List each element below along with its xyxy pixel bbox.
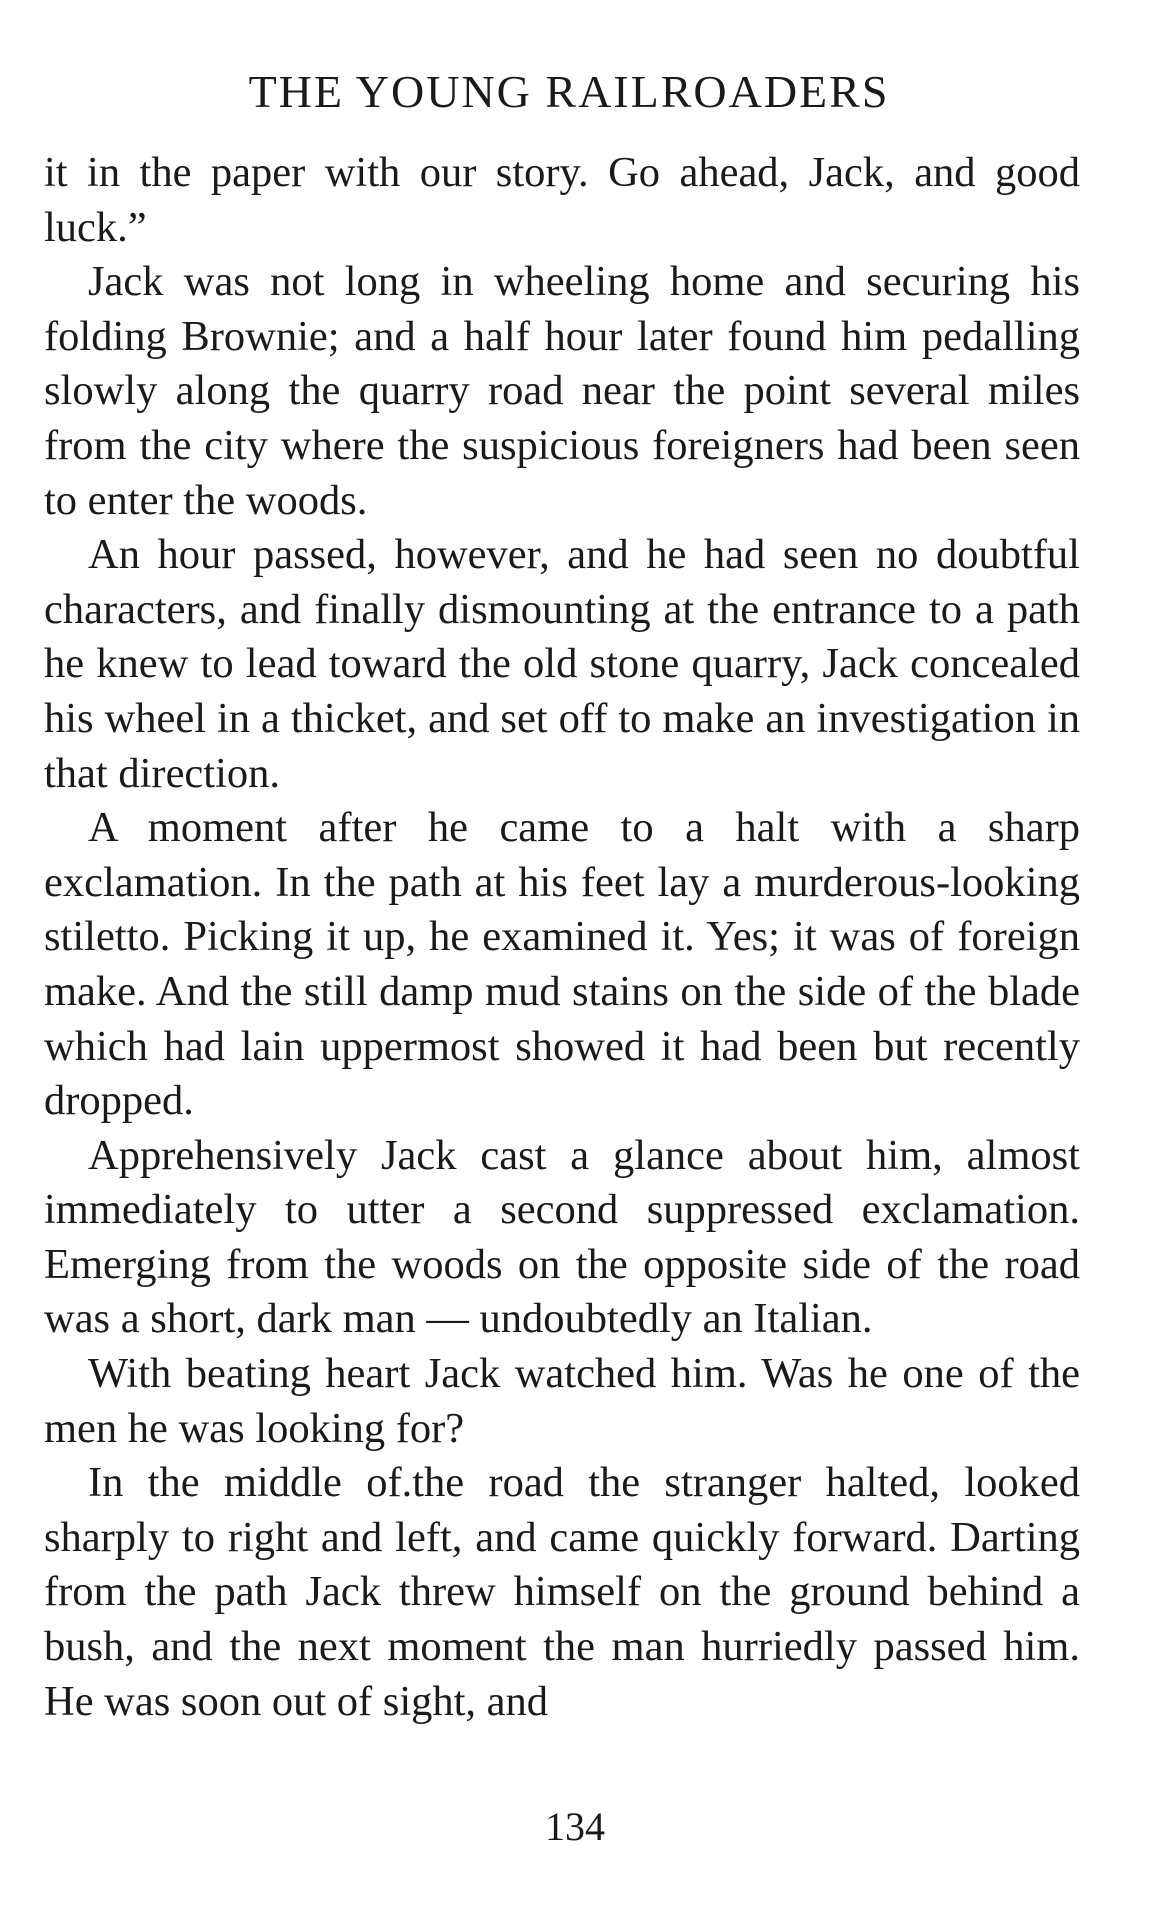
paragraph: With beating heart Jack watched him. Was he one of the men he was looking for?	[44, 1350, 1080, 1452]
body-text	[44, 146, 1080, 1729]
page-number: 134	[545, 1804, 605, 1849]
paragraph: A moment after he came to a halt with a sharp exclamation. In the path at his feet lay a murderous-looking stiletto. Picking it up, he examined it. Yes; it was of foreign make. And the still damp mud stains on the side of the blade which had lain uppermost showed it had been but recently dropped.	[44, 804, 1080, 1125]
paragraph: Apprehensively Jack cast a glance about him, almost immediately to utter a second suppressed exclamation. Emerging from the woods on the opposite side of the road was a short, dark man — undoubtedly an Italian.	[44, 1131, 1080, 1343]
paragraph: An hour passed, however, and he had seen no doubtful characters, and finally dismounting at the entrance to a path he knew to lead toward the old stone quarry, Jack concealed his wheel in a thicket, and set off to make an investigation in that direction.	[44, 531, 1080, 797]
paragraph: In the middle of.the road the stranger halted, looked sharply to right and left, and came quickly forward. Darting from the path Jack threw himself on the ground behind a bush, and the next moment the man hurriedly passed him. He was soon out of sight, and	[44, 1459, 1080, 1725]
paragraph: Jack was not long in wheeling home and securing his folding Brownie; and a half hour later found him pedalling slowly along the quarry road near the point several miles from the city where the suspicious foreigners had been seen to enter the woods.	[44, 258, 1080, 524]
running-title: THE YOUNG RAILROADERS	[248, 66, 890, 117]
paragraph-continued: it in the paper with our story. Go ahead, Jack, and good luck.”	[44, 149, 1080, 251]
